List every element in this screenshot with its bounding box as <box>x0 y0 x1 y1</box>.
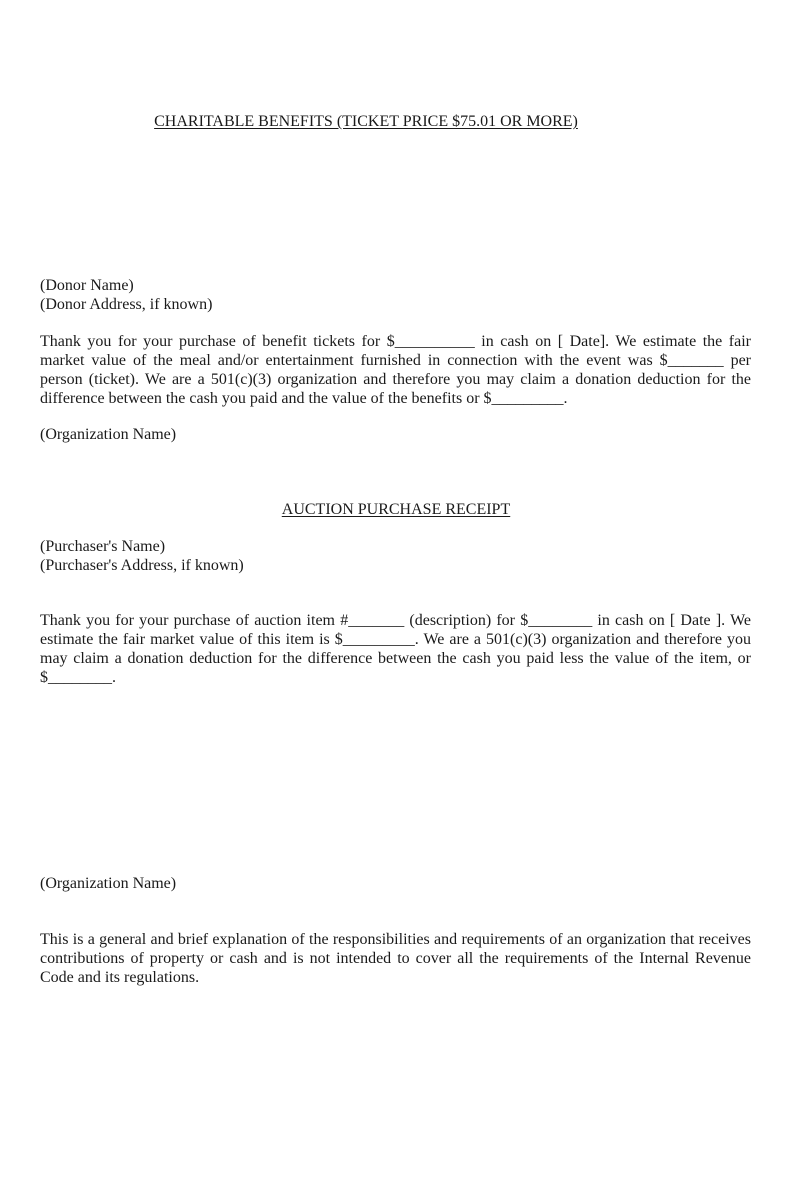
auction-receipt-heading: AUCTION PURCHASE RECEIPT <box>281 501 511 518</box>
benefits-body-paragraph: Thank you for your purchase of benefit tickets for $__________ in cash on [ Date]. We estimate the fair market value of the meal and/or entertainment furnished in connection with the event was $_______ per person (ticket). We are a 501(c)(3) organization and therefore you may claim a donation deduction for the difference between the cash you paid and the value of the benefits or $_________. <box>40 333 751 407</box>
donor-name-placeholder: (Donor Name) <box>40 277 134 294</box>
donor-address-placeholder: (Donor Address, if known) <box>40 296 213 313</box>
purchaser-address-placeholder: (Purchaser's Address, if known) <box>40 557 244 574</box>
auction-organization-name: (Organization Name) <box>40 875 177 892</box>
auction-body-paragraph: Thank you for your purchase of auction item #_______ (description) for $________ in cash on [ Date ]. We estimate the fair market value of this item is $_________. We are a 501(c)(3) organization and therefore you may claim a donation deduction for the difference between the cash you paid less the value of the item, or $________. <box>40 612 751 686</box>
disclaimer-paragraph: This is a general and brief explanation of the responsibilities and requirements of an organization that receives contributions of property or cash and is not intended to cover all the requirements of the Internal Revenue Code and its regulations. <box>40 931 751 986</box>
benefits-heading: CHARITABLE BENEFITS (TICKET PRICE $75.01 OR MORE) <box>154 113 578 130</box>
benefits-organization-name: (Organization Name) <box>40 426 177 443</box>
purchaser-name-placeholder: (Purchaser's Name) <box>40 538 166 555</box>
